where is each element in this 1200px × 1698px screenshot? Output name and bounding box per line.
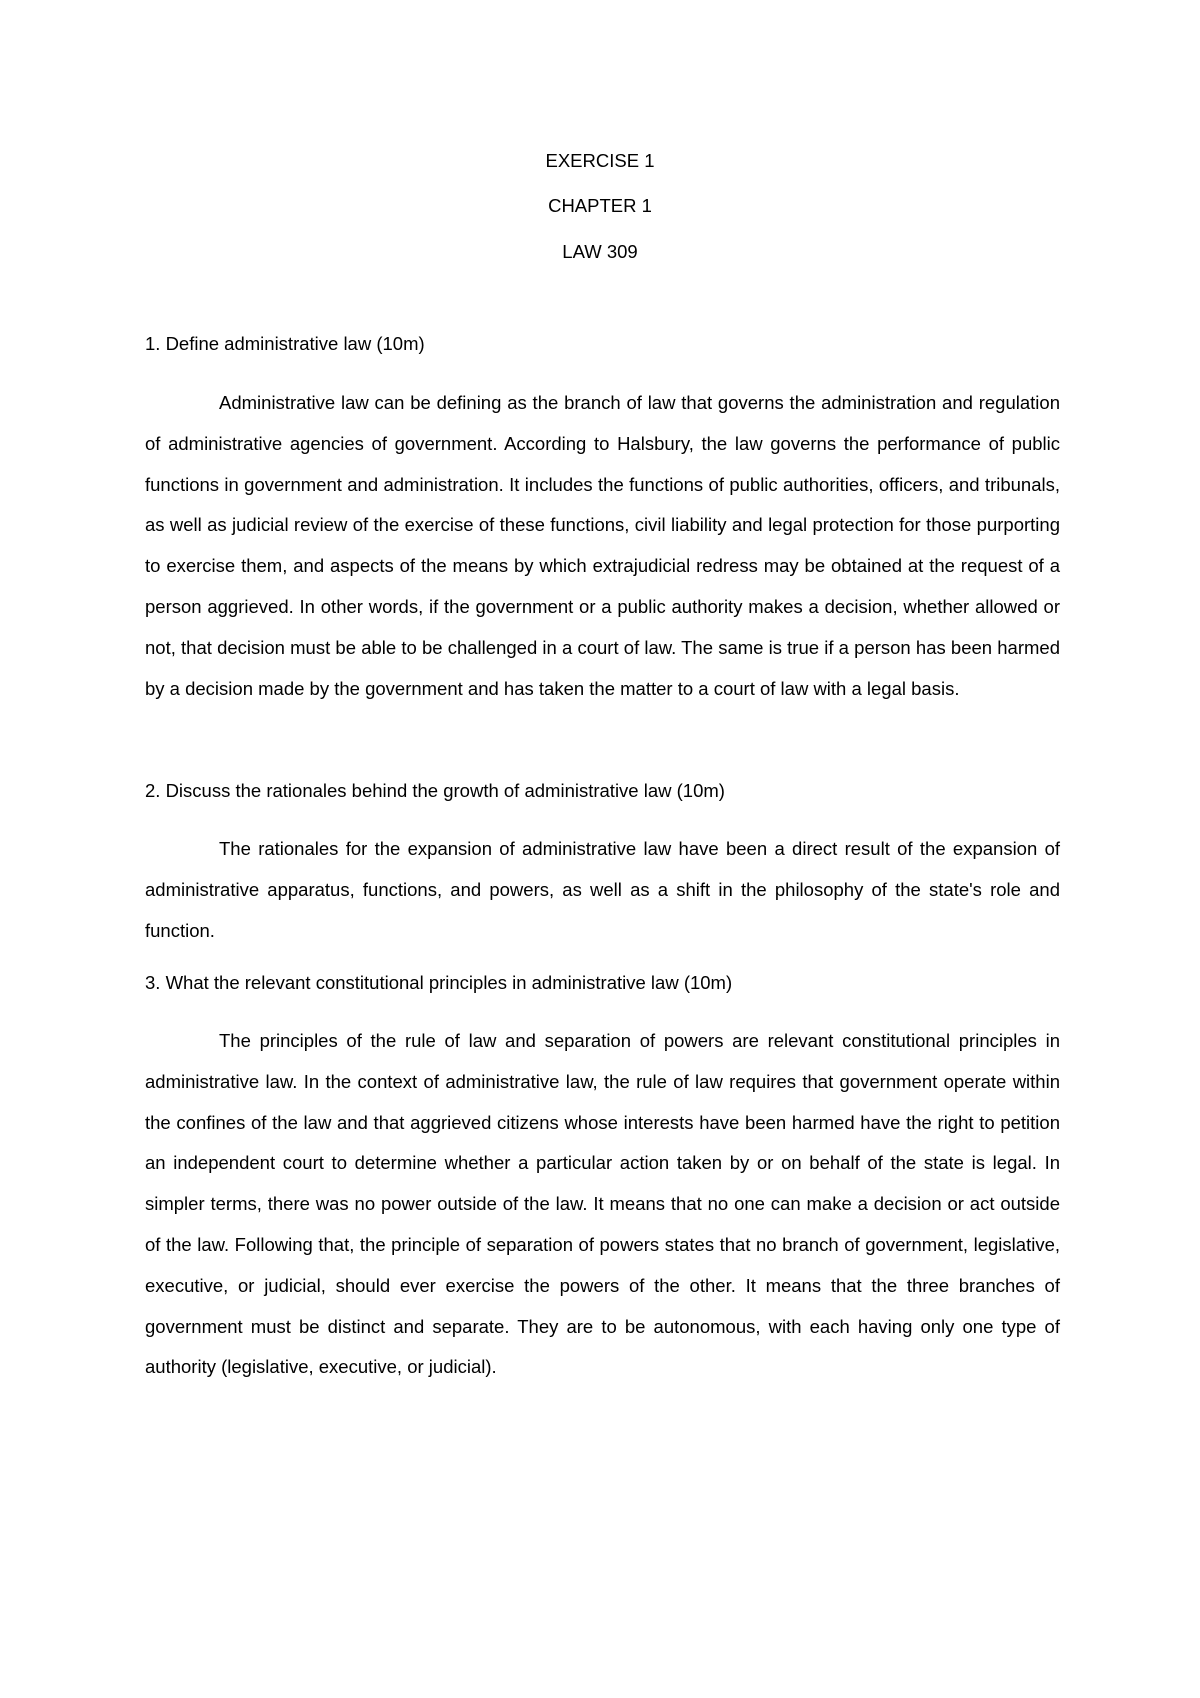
chapter-heading: CHAPTER 1: [548, 195, 652, 216]
exercise-heading: EXERCISE 1: [545, 150, 655, 171]
answer-3: The principles of the rule of law and separation of powers are relevant constitutional principles in administrative law. In the context of administrative law, the rule of law requires that government operate within the confines of the law and that aggrieved citizens whose interests have been harmed have the right to petition an independent court to determine whether a particular action taken by or on behalf of the state is legal. In simpler terms, there was no power outside of the law. It means that no one can make a decision or act outside of the law. Following that, the principle of separation of powers states that no branch of government, legislative, executive, or judicial, should ever exercise the powers of the other. It means that the three branches of government must be distinct and separate. They are to be autonomous, with each having only one type of authority (legislative, executive, or judicial).: [145, 1030, 1060, 1378]
question-3: 3. What the relevant constitutional principles in administrative law (10m): [145, 972, 733, 993]
answer-1: Administrative law can be defining as the branch of law that governs the administration and regulation of administrative agencies of government. According to Halsbury, the law governs the performance of public functions in government and administration. It includes the functions of public authorities, officers, and tribunals, as well as judicial review of the exercise of these functions, civil liability and legal protection for those purporting to exercise them, and aspects of the means by which extrajudicial redress may be obtained at the request of a person aggrieved. In other words, if the government or a public authority makes a decision, whether allowed or not, that decision must be able to be challenged in a court of law. The same is true if a person has been harmed by a decision made by the government and has taken the matter to a court of law with a legal basis.: [145, 392, 1060, 699]
question-2: 2. Discuss the rationales behind the growth of administrative law (10m): [145, 780, 725, 801]
course-heading: LAW 309: [562, 241, 638, 262]
answer-2: The rationales for the expansion of administrative law have been a direct result of the expansion of administrative apparatus, functions, and powers, as well as a shift in the philosophy of the state's role and function.: [145, 838, 1060, 941]
question-1: 1. Define administrative law (10m): [145, 333, 425, 354]
